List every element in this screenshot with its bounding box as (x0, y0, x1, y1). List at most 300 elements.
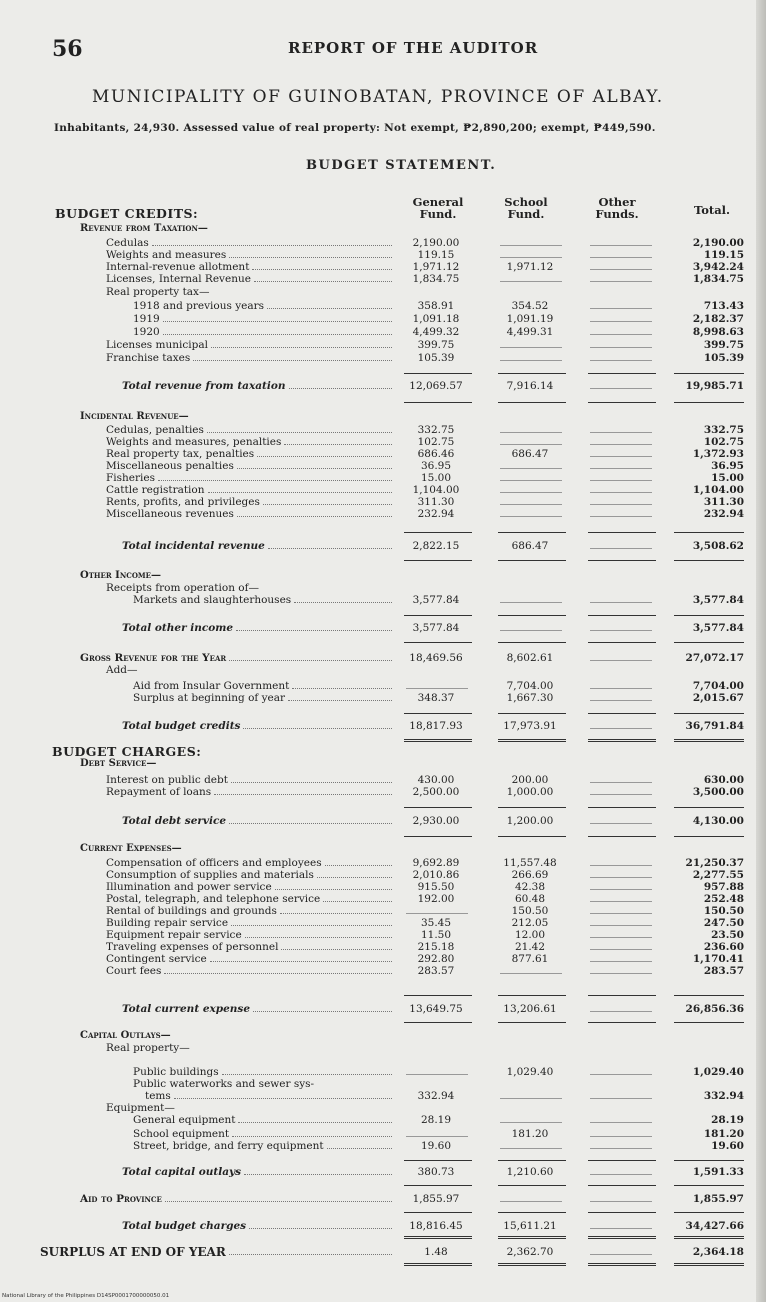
row-label: General equipment (133, 1114, 236, 1126)
blank-rule (500, 516, 562, 517)
total-cell: 4,130.00 (692, 815, 744, 827)
general-fund-cell: 686.46 (417, 448, 455, 460)
blank-rule (590, 257, 652, 258)
total-cell: 119.15 (703, 249, 744, 261)
total-cell: 311.30 (703, 496, 744, 508)
statement-title: BUDGET STATEMENT. (306, 158, 497, 173)
report-title: REPORT OF THE AUDITOR (288, 39, 539, 57)
blank-rule (590, 480, 652, 481)
blank-rule (590, 877, 652, 878)
school-fund-cell: 15,611.21 (503, 1220, 557, 1232)
blank-rule (590, 444, 652, 445)
school-fund-cell: 42.38 (514, 881, 546, 893)
school-fund-cell: 12.00 (514, 929, 546, 941)
total-cell: 247.50 (703, 917, 744, 929)
table-row (0, 857, 766, 869)
school-fund-cell: 877.61 (511, 953, 549, 965)
blank-rule (500, 504, 562, 505)
table-row (0, 1246, 766, 1258)
leader-dots (292, 688, 392, 689)
table-row (0, 1114, 766, 1126)
blank-rule (590, 1201, 652, 1202)
general-fund-cell: 3,577.84 (412, 622, 460, 634)
total-cell: 1,591.33 (692, 1166, 744, 1178)
school-fund-cell: 17,973.91 (503, 720, 557, 732)
general-fund-cell: 192.00 (417, 893, 455, 905)
total-cell: 283.57 (703, 965, 744, 977)
row-label: Court fees (106, 965, 162, 977)
table-row (0, 815, 766, 827)
general-fund-cell: 102.75 (417, 436, 455, 448)
table-row (0, 436, 766, 448)
leader-dots (288, 700, 392, 701)
blank-rule (590, 1148, 652, 1149)
budget-charges-heading: BUDGET CHARGES: (52, 744, 202, 759)
leader-dots (236, 630, 392, 631)
leader-dots (229, 257, 392, 258)
table-row (0, 352, 766, 364)
blank-rule (500, 630, 562, 631)
row-label: Total revenue from taxation (122, 380, 286, 392)
blank-rule (500, 444, 562, 445)
row-label: Building repair service (106, 917, 229, 929)
school-fund-cell: 686.47 (511, 448, 549, 460)
budget-credits-heading: BUDGET CREDITS: (55, 206, 199, 221)
blank-rule (500, 468, 562, 469)
table-row (0, 508, 766, 520)
rule-line (0, 373, 766, 379)
general-fund-cell: 430.00 (417, 774, 455, 786)
total-cell: 2,015.67 (692, 692, 744, 704)
blank-rule (590, 782, 652, 783)
school-fund-cell: 1,091.19 (506, 313, 554, 325)
row-label: Interest on public debt (106, 774, 228, 786)
rule-line (0, 807, 766, 813)
general-fund-cell: 19.60 (420, 1140, 452, 1152)
table-row (0, 380, 766, 392)
blank-rule (590, 823, 652, 824)
row-label: Markets and slaughterhouses (133, 594, 292, 606)
blank-rule (406, 1136, 468, 1137)
general-fund-cell: 119.15 (417, 249, 455, 261)
rule-line (0, 532, 766, 538)
row-label: Total incidental revenue (122, 540, 265, 552)
total-cell: 36.95 (711, 460, 744, 472)
leader-dots (237, 468, 392, 469)
school-fund-cell: 1,971.12 (506, 261, 554, 273)
general-fund-cell: 358.91 (417, 300, 455, 312)
total-cell: 181.20 (703, 1128, 744, 1140)
table-row (0, 869, 766, 881)
leader-dots (164, 973, 392, 974)
total-cell: 957.88 (703, 881, 744, 893)
blank-rule (500, 432, 562, 433)
table-row (0, 1003, 766, 1015)
table-row (0, 313, 766, 325)
row-label: Rental of buildings and grounds (106, 905, 277, 917)
row-label: 1918 and previous years (133, 300, 265, 312)
table-row (0, 1220, 766, 1232)
row-label: Licenses municipal (106, 339, 208, 351)
rule-line (0, 560, 766, 566)
row-label: Total other income (122, 622, 234, 634)
blank-rule (590, 347, 652, 348)
table-row (0, 570, 766, 582)
school-fund-cell: 13,206.61 (503, 1003, 557, 1015)
table-row (0, 965, 766, 977)
leader-dots (254, 281, 392, 282)
blank-rule (590, 1098, 652, 1099)
leader-dots (163, 334, 392, 335)
table-row (0, 905, 766, 917)
blank-rule (590, 949, 652, 950)
rule-line (0, 642, 766, 648)
school-fund-cell: 7,704.00 (506, 680, 554, 692)
leader-dots (238, 1122, 392, 1123)
total-cell: 2,182.37 (692, 313, 744, 325)
rule-line (0, 1236, 766, 1242)
column-header-school-fund: School Fund. (504, 195, 548, 221)
general-fund-cell: 36.95 (420, 460, 452, 472)
blank-rule (590, 901, 652, 902)
table-row (0, 411, 766, 423)
blank-rule (590, 865, 652, 866)
column-header-general-fund: General Fund. (412, 195, 464, 221)
table-row (0, 786, 766, 798)
table-row (0, 249, 766, 261)
blank-rule (590, 794, 652, 795)
table-row (0, 893, 766, 905)
general-fund-cell: 18,469.56 (409, 652, 463, 664)
general-fund-cell: 292.80 (417, 953, 455, 965)
total-cell: 7,704.00 (692, 680, 744, 692)
rule-line (0, 1263, 766, 1269)
leader-dots (231, 925, 392, 926)
table-row (0, 917, 766, 929)
row-label: Weights and measures, penalties (106, 436, 282, 448)
general-fund-cell: 2,500.00 (412, 786, 460, 798)
blank-rule (590, 961, 652, 962)
row-label: Franchise taxes (106, 352, 191, 364)
table-row (0, 1193, 766, 1205)
general-fund-cell: 915.50 (417, 881, 455, 893)
row-label: SURPLUS AT END OF YEAR (40, 1245, 226, 1259)
blank-rule (500, 360, 562, 361)
blank-rule (500, 602, 562, 603)
total-cell: 252.48 (703, 893, 744, 905)
row-label: Incidental Revenue— (80, 411, 189, 422)
school-fund-cell: 150.50 (511, 905, 549, 917)
school-fund-cell: 1,210.60 (506, 1166, 554, 1178)
row-label: tems (145, 1090, 171, 1102)
blank-rule (406, 913, 468, 914)
table-row (0, 448, 766, 460)
table-row (0, 929, 766, 941)
general-fund-cell: 18,816.45 (409, 1220, 463, 1232)
general-fund-cell: 9,692.89 (412, 857, 460, 869)
school-fund-cell: 1,667.30 (506, 692, 554, 704)
blank-rule (590, 548, 652, 549)
table-row (0, 300, 766, 312)
rule-line (0, 615, 766, 621)
inhabitants-line: Inhabitants, 24,930. Assessed value of real property: Not exempt, ₱2,890,200; exempt, ₱449,590. (54, 122, 656, 134)
blank-rule (590, 925, 652, 926)
leader-dots (280, 913, 392, 914)
row-label: Total capital outlays (122, 1166, 242, 1178)
general-fund-cell: 399.75 (417, 339, 455, 351)
row-label: Real property— (106, 1042, 190, 1054)
leader-dots (284, 444, 392, 445)
general-fund-cell: 232.94 (417, 508, 455, 520)
table-row (0, 881, 766, 893)
row-label: Postal, telegraph, and telephone service (106, 893, 321, 905)
leader-dots (243, 728, 392, 729)
general-fund-cell: 18,817.93 (409, 720, 463, 732)
row-label: Miscellaneous penalties (106, 460, 234, 472)
blank-rule (590, 388, 652, 389)
table-row (0, 692, 766, 704)
leader-dots (237, 516, 392, 517)
blank-rule (590, 269, 652, 270)
blank-rule (500, 973, 562, 974)
blank-rule (590, 360, 652, 361)
blank-rule (590, 889, 652, 890)
row-label: Total budget credits (122, 720, 241, 732)
blank-rule (500, 492, 562, 493)
total-cell: 3,577.84 (692, 622, 744, 634)
leader-dots (327, 1148, 392, 1149)
table-row (0, 496, 766, 508)
general-fund-cell: 11.50 (420, 929, 452, 941)
general-fund-cell: 28.19 (420, 1114, 452, 1126)
table-row (0, 774, 766, 786)
leader-dots (289, 388, 392, 389)
row-label: Cattle registration (106, 484, 205, 496)
leader-dots (244, 1174, 392, 1175)
leader-dots (252, 269, 392, 270)
table-row (0, 326, 766, 338)
total-cell: 1,029.40 (692, 1066, 744, 1078)
blank-rule (500, 1148, 562, 1149)
general-fund-cell: 348.37 (417, 692, 455, 704)
general-fund-cell: 1.48 (424, 1246, 448, 1258)
total-cell: 19,985.71 (685, 380, 744, 392)
table-row (0, 953, 766, 965)
leader-dots (229, 823, 392, 824)
table-row (0, 1102, 766, 1114)
row-label: Cedulas, penalties (106, 424, 204, 436)
total-cell: 2,364.18 (692, 1246, 744, 1258)
row-label: Surplus at beginning of year (133, 692, 286, 704)
blank-rule (590, 1136, 652, 1137)
school-fund-cell: 212.05 (511, 917, 549, 929)
blank-rule (590, 321, 652, 322)
school-fund-cell: 21.42 (514, 941, 546, 953)
blank-rule (590, 937, 652, 938)
general-fund-cell: 35.45 (420, 917, 452, 929)
total-cell: 23.50 (711, 929, 744, 941)
row-label: Cedulas (106, 237, 149, 249)
total-cell: 3,508.62 (692, 540, 744, 552)
blank-rule (590, 700, 652, 701)
row-label: Real property tax, penalties (106, 448, 255, 460)
general-fund-cell: 2,010.86 (412, 869, 460, 881)
table-row (0, 1042, 766, 1054)
row-label: Consumption of supplies and materials (106, 869, 314, 881)
general-fund-cell: 105.39 (417, 352, 455, 364)
table-row (0, 1128, 766, 1140)
municipality-heading: MUNICIPALITY OF GUINOBATAN, PROVINCE OF ALBAY. (92, 87, 664, 107)
blank-rule (590, 728, 652, 729)
general-fund-cell: 1,091.18 (412, 313, 460, 325)
general-fund-cell: 2,930.00 (412, 815, 460, 827)
total-cell: 1,104.00 (692, 484, 744, 496)
school-fund-cell: 7,916.14 (506, 380, 554, 392)
table-row (0, 622, 766, 634)
blank-rule (500, 281, 562, 282)
table-row (0, 758, 766, 770)
row-label: Equipment repair service (106, 929, 242, 941)
total-cell: 102.75 (703, 436, 744, 448)
total-cell: 1,372.93 (692, 448, 744, 460)
blank-rule (590, 245, 652, 246)
blank-rule (590, 468, 652, 469)
blank-rule (590, 456, 652, 457)
total-cell: 150.50 (703, 905, 744, 917)
total-cell: 3,577.84 (692, 594, 744, 606)
blank-rule (590, 1228, 652, 1229)
school-fund-cell: 266.69 (511, 869, 549, 881)
blank-rule (590, 660, 652, 661)
total-cell: 15.00 (711, 472, 744, 484)
leader-dots (294, 602, 392, 603)
total-cell: 713.43 (703, 300, 744, 312)
row-label: Compensation of officers and employees (106, 857, 322, 869)
blank-rule (590, 913, 652, 914)
school-fund-cell: 686.47 (511, 540, 549, 552)
row-label: Licenses, Internal Revenue (106, 273, 251, 285)
leader-dots (267, 308, 392, 309)
blank-rule (590, 630, 652, 631)
row-label: Weights and measures (106, 249, 227, 261)
general-fund-cell: 332.75 (417, 424, 455, 436)
total-cell: 3,942.24 (692, 261, 744, 273)
total-cell: 1,855.97 (692, 1193, 744, 1205)
table-row (0, 273, 766, 285)
leader-dots (229, 660, 392, 661)
row-label: Aid to Province (80, 1193, 162, 1205)
row-label: Receipts from operation of— (106, 582, 260, 594)
total-cell: 26,856.36 (685, 1003, 744, 1015)
total-cell: 332.94 (703, 1090, 744, 1102)
school-fund-cell: 2,362.70 (506, 1246, 554, 1258)
leader-dots (232, 1136, 392, 1137)
school-fund-cell: 354.52 (511, 300, 549, 312)
general-fund-cell: 15.00 (420, 472, 452, 484)
table-row (0, 286, 766, 298)
general-fund-cell: 4,499.32 (412, 326, 460, 338)
table-row (0, 261, 766, 273)
leader-dots (257, 456, 392, 457)
leader-dots (207, 432, 392, 433)
leader-dots (249, 1228, 392, 1229)
row-label: 1919 (133, 313, 160, 325)
total-cell: 1,834.75 (692, 273, 744, 285)
blank-rule (500, 1201, 562, 1202)
table-row (0, 237, 766, 249)
total-cell: 3,500.00 (692, 786, 744, 798)
table-row (0, 460, 766, 472)
leader-dots (210, 961, 392, 962)
school-fund-cell: 1,200.00 (506, 815, 554, 827)
row-label: Aid from Insular Government (133, 680, 290, 692)
blank-rule (500, 480, 562, 481)
blank-rule (590, 1011, 652, 1012)
school-fund-cell: 60.48 (514, 893, 546, 905)
table-row (0, 594, 766, 606)
leader-dots (211, 347, 392, 348)
table-row (0, 1166, 766, 1178)
table-row (0, 424, 766, 436)
blank-rule (590, 492, 652, 493)
row-label: Internal-revenue allotment (106, 261, 250, 273)
column-header-other-funds: Other Funds. (595, 195, 639, 221)
leader-dots (263, 504, 392, 505)
total-cell: 105.39 (703, 352, 744, 364)
school-fund-cell: 11,557.48 (503, 857, 557, 869)
row-label: 1920 (133, 326, 160, 338)
total-cell: 34,427.66 (685, 1220, 744, 1232)
row-label: Public buildings (133, 1066, 219, 1078)
leader-dots (214, 794, 392, 795)
leader-dots (325, 865, 392, 866)
blank-rule (500, 257, 562, 258)
row-label: Total current expense (122, 1003, 251, 1015)
blank-rule (590, 1074, 652, 1075)
table-row (0, 472, 766, 484)
general-fund-cell: 283.57 (417, 965, 455, 977)
blank-rule (590, 308, 652, 309)
blank-rule (406, 1074, 468, 1075)
table-row (0, 720, 766, 732)
blank-rule (500, 1122, 562, 1123)
row-label: Gross Revenue for the Year (80, 652, 227, 664)
row-label: Current Expenses— (80, 843, 182, 854)
blank-rule (590, 1122, 652, 1123)
total-cell: 21,250.37 (685, 857, 744, 869)
rule-line (0, 1022, 766, 1028)
table-row (0, 484, 766, 496)
row-label: Traveling expenses of personnel (106, 941, 279, 953)
leader-dots (268, 548, 392, 549)
leader-dots (165, 1201, 392, 1202)
blank-rule (590, 516, 652, 517)
rule-line (0, 836, 766, 842)
table-row (0, 1030, 766, 1042)
total-cell: 27,072.17 (685, 652, 744, 664)
blank-rule (590, 973, 652, 974)
leader-dots (317, 877, 392, 878)
row-label: Repayment of loans (106, 786, 212, 798)
blank-rule (590, 688, 652, 689)
school-fund-cell: 200.00 (511, 774, 549, 786)
table-row (0, 1078, 766, 1090)
row-label: Rents, profits, and privileges (106, 496, 260, 508)
general-fund-cell: 1,971.12 (412, 261, 460, 273)
rule-line (0, 995, 766, 1001)
general-fund-cell: 2,190.00 (412, 237, 460, 249)
blank-rule (590, 1254, 652, 1255)
